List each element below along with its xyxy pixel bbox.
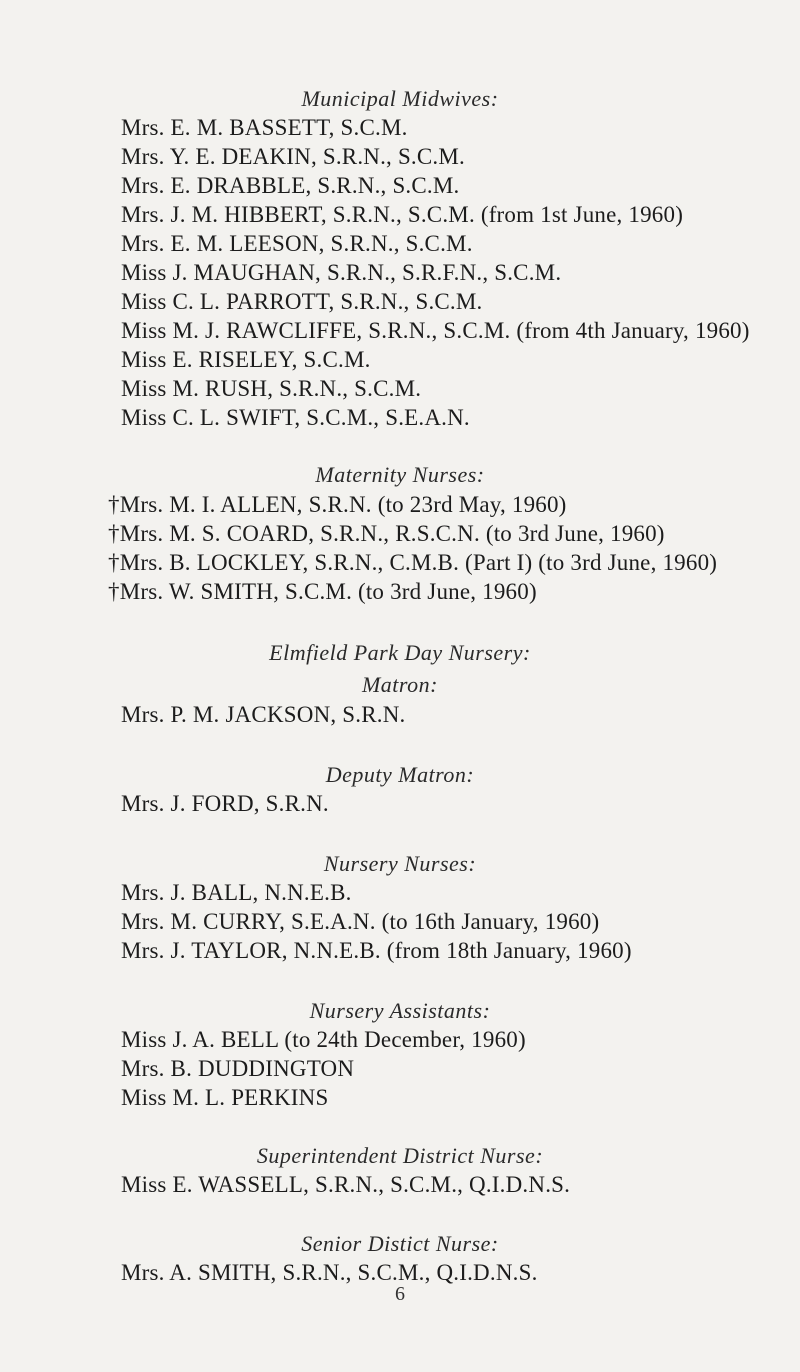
nursery-assistant-line: Mrs. B. DUDDINGTON [121,1056,355,1081]
heading-deputy-matron: Deputy Matron: [325,762,475,787]
nursery-assistant-line: Miss J. A. BELL (to 24th December, 1960) [121,1027,526,1052]
page-number: 6 [395,1283,405,1305]
matron-line: Mrs. P. M. JACKSON, S.R.N. [121,702,406,727]
maternity-nurse-line: †Mrs. M. S. COARD, S.R.N., R.S.C.N. (to 3rd June, 1960) [108,521,665,546]
midwife-line: Mrs. E. DRABBLE, S.R.N., S.C.M. [121,173,460,198]
heading-nursery-assistants: Nursery Assistants: [309,998,491,1023]
maternity-nurse-line: †Mrs. W. SMITH, S.C.M. (to 3rd June, 1960) [108,579,537,604]
heading-matron: Matron: [361,672,438,697]
midwife-line: Miss M. J. RAWCLIFFE, S.R.N., S.C.M. (from 4th January, 1960) [121,318,750,343]
midwife-line: Miss C. L. PARROTT, S.R.N., S.C.M. [121,289,483,314]
heading-superintendent: Superintendent District Nurse: [256,1143,544,1168]
maternity-nurse-line: †Mrs. M. I. ALLEN, S.R.N. (to 23rd May, 1960) [108,492,567,517]
midwife-line: Miss C. L. SWIFT, S.C.M., S.E.A.N. [121,405,470,430]
heading-maternity-nurses: Maternity Nurses: [315,462,485,487]
maternity-nurse-line: †Mrs. B. LOCKLEY, S.R.N., C.M.B. (Part I) (to 3rd June, 1960) [108,550,718,575]
midwife-line: Miss E. RISELEY, S.C.M. [121,347,371,372]
midwife-line: Mrs. J. M. HIBBERT, S.R.N., S.C.M. (from 1st June, 1960) [121,202,684,227]
midwife-line: Mrs. E. M. LEESON, S.R.N., S.C.M. [121,231,473,256]
superintendent-line: Miss E. WASSELL, S.R.N., S.C.M., Q.I.D.N.S. [121,1172,571,1197]
senior-district-nurse-line: Mrs. A. SMITH, S.R.N., S.C.M., Q.I.D.N.S. [121,1260,538,1285]
heading-nursery-nurses: Nursery Nurses: [323,851,477,876]
heading-municipal-midwives: Municipal Midwives: [301,86,499,111]
heading-day-nursery: Elmfield Park Day Nursery: [269,640,531,665]
nursery-nurse-line: Mrs. M. CURRY, S.E.A.N. (to 16th January, 1960) [121,909,600,934]
midwife-line: Mrs. Y. E. DEAKIN, S.R.N., S.C.M. [121,144,465,169]
nursery-nurse-line: Mrs. J. BALL, N.N.E.B. [121,880,352,905]
midwife-line: Mrs. E. M. BASSETT, S.C.M. [121,115,408,140]
heading-senior-district-nurse: Senior Distict Nurse: [301,1231,499,1256]
nursery-assistant-line: Miss M. L. PERKINS [121,1085,329,1110]
midwife-line: Miss J. MAUGHAN, S.R.N., S.R.F.N., S.C.M. [121,260,562,285]
nursery-nurse-line: Mrs. J. TAYLOR, N.N.E.B. (from 18th January, 1960) [121,938,632,963]
deputy-matron-line: Mrs. J. FORD, S.R.N. [121,791,329,816]
midwife-line: Miss M. RUSH, S.R.N., S.C.M. [121,376,422,401]
